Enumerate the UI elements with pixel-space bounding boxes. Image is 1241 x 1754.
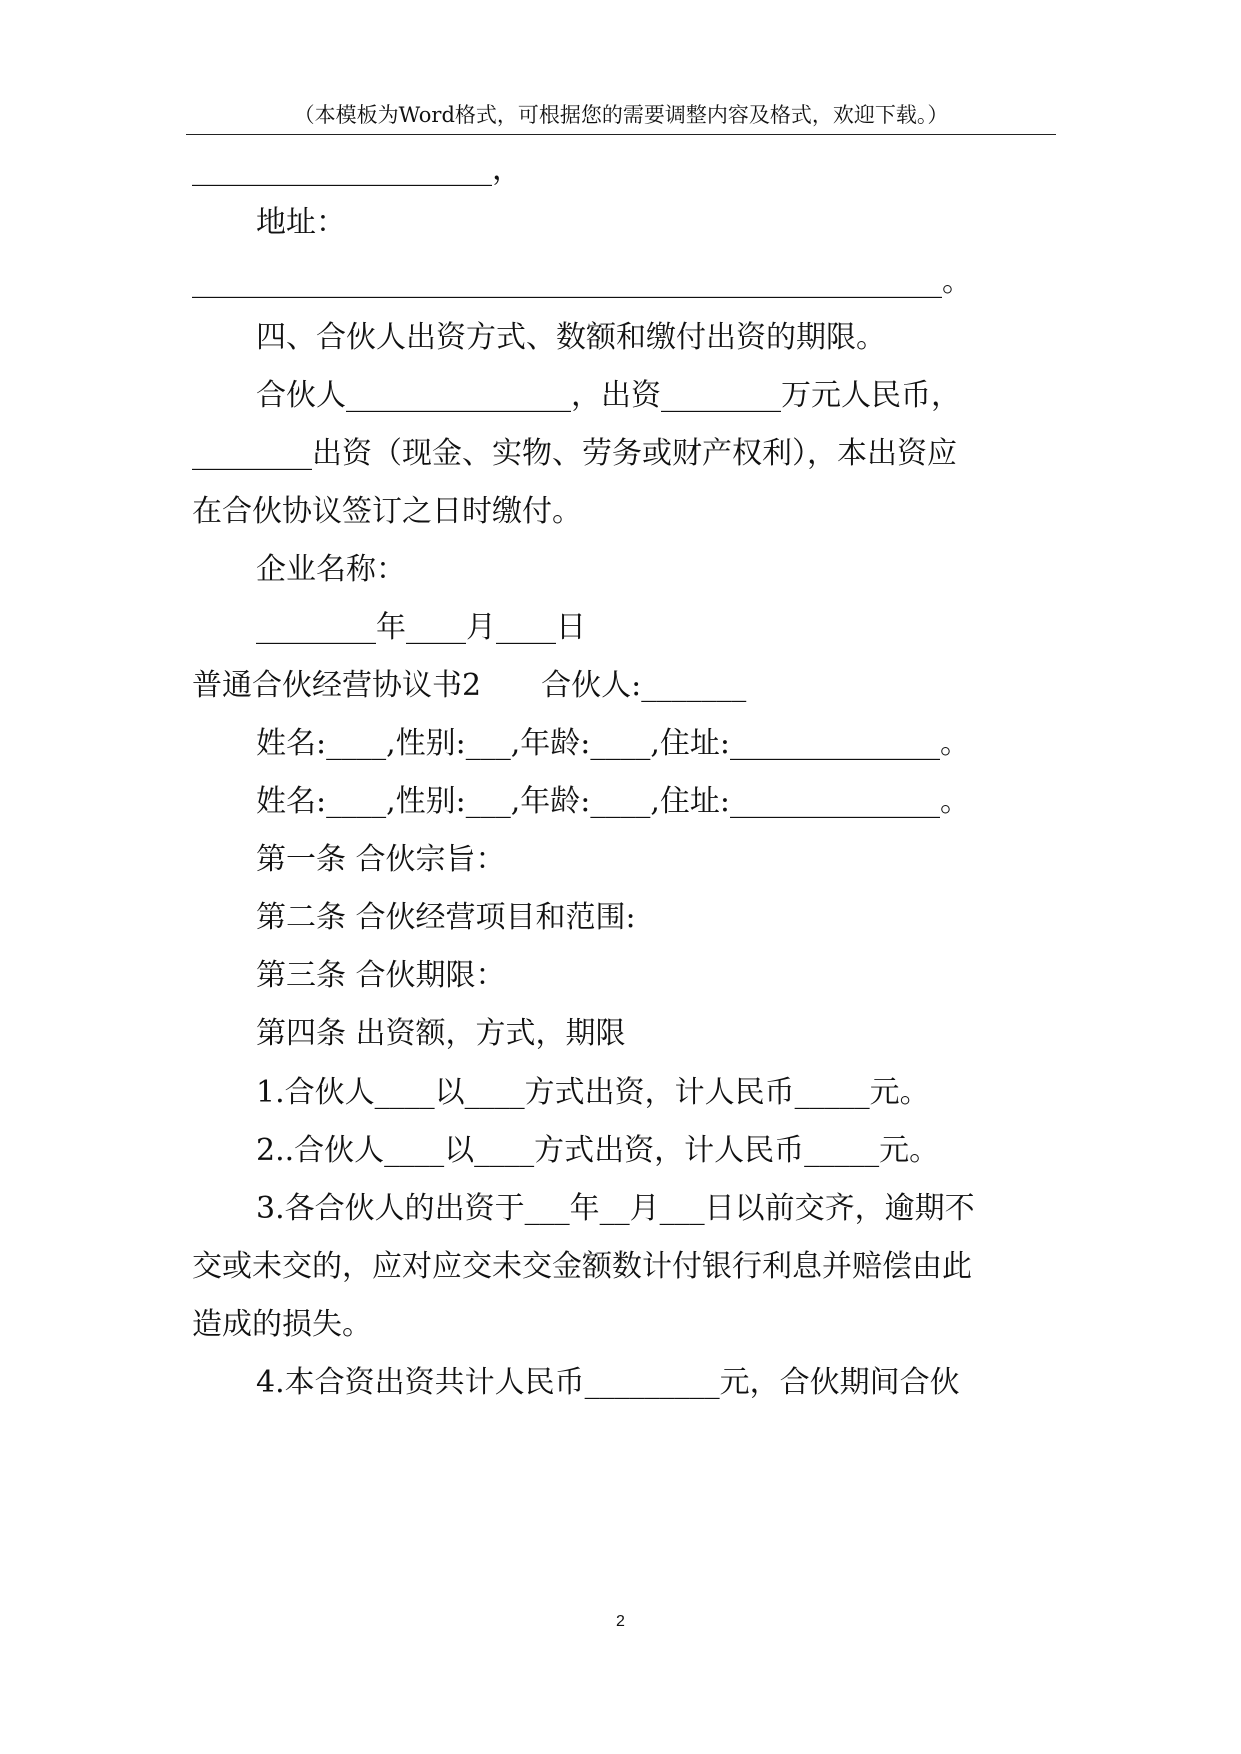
clause-item: 1.合伙人____以____方式出资，计人民币_____元。 [256, 1075, 930, 1110]
article-one: 第一条 合伙宗旨： [256, 842, 506, 877]
article-two: 第二条 合伙经营项目和范围: [256, 900, 636, 935]
company-name-label: 企业名称： [256, 552, 406, 587]
paragraph-line: 造成的损失。 [192, 1307, 372, 1342]
article-three: 第三条 合伙期限： [256, 958, 506, 993]
section-heading-contribution: 四、合伙人出资方式、数额和缴付出资的期限。 [256, 320, 886, 355]
paragraph-line: 交或未交的，应对应交未交金额数计付银行利息并赔偿由此 [192, 1249, 972, 1284]
partner-info-line: 姓名:____,性别:___,年龄:____,住址:______________。 [256, 726, 971, 761]
clause-item: 4.本合资出资共计人民币_________元，合伙期间合伙 [256, 1365, 960, 1400]
page-number: 2 [616, 1613, 625, 1630]
clause-item: 2..合伙人____以____方式出资，计人民币_____元。 [256, 1133, 940, 1168]
clause-item: 3.各合伙人的出资于___年__月___日以前交齐，逾期不 [256, 1191, 975, 1226]
paragraph-line: 在合伙协议签订之日时缴付。 [192, 494, 582, 529]
agreement-title-line: 普通合伙经营协议书2 合伙人:_______ [192, 668, 747, 703]
header-divider [186, 134, 1056, 135]
paragraph-line: ________出资（现金、实物、劳务或财产权利），本出资应 [192, 436, 957, 471]
paragraph-line: 合伙人_______________，出资________万元人民币， [256, 378, 961, 413]
blank-line-name: ____________________， [192, 152, 522, 187]
partner-info-line: 姓名:____,性别:___,年龄:____,住址:______________。 [256, 784, 971, 819]
article-four: 第四条 出资额，方式，期限 [256, 1016, 626, 1051]
date-line: ________年____月____日 [256, 610, 586, 645]
template-notice: （本模板为Word格式，可根据您的需要调整内容及格式，欢迎下载。） [293, 103, 949, 127]
address-label: 地址： [256, 205, 346, 240]
blank-line-address: __________________________________________________。 [192, 264, 972, 299]
